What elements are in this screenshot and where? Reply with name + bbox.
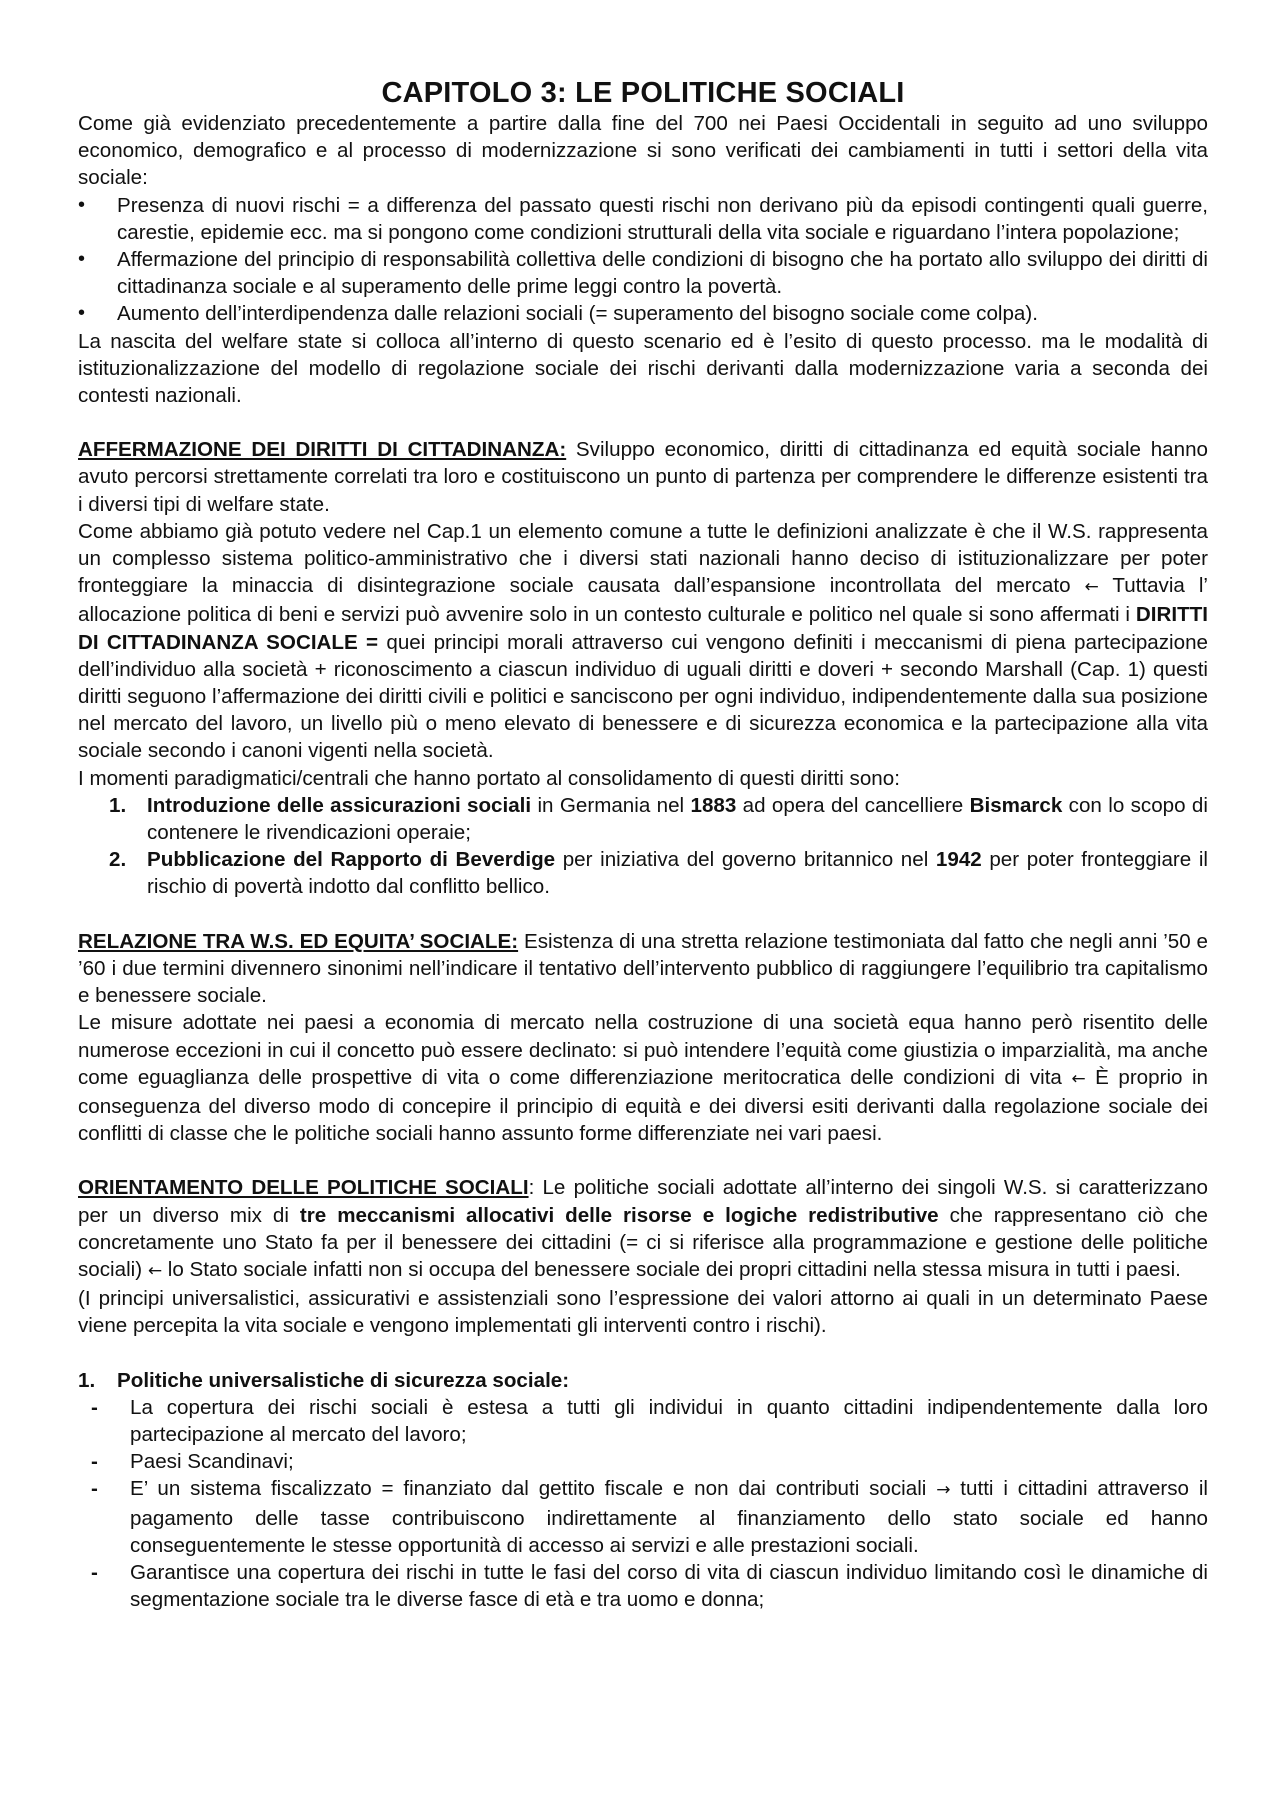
moments-intro: I momenti paradigmatici/centrali che hanno portato al consolidamento di questi diritti sono: <box>78 766 900 790</box>
numbered-item <box>78 846 1208 900</box>
body-text: in Germania nel <box>531 793 691 817</box>
section-orientamento-note: (I principi universalistici, assicurativi e assistenziali sono l’espressione dei valori attorno ai quali in un determinato Paese viene percepita la vita sociale e vengono implementati gli interventi contro i rischi). <box>78 1287 1208 1338</box>
bold-term: 1883 <box>690 793 737 817</box>
dash-item: - Paesi Scandinavi; <box>78 1448 1208 1475</box>
body-text: con lo scopo di contenere le rivendicazioni operaie; <box>147 793 1208 845</box>
bullet-item: • Aumento dell’interdipendenza dalle relazioni sociali (= superamento del bisogno sociale come colpa). <box>78 300 1208 327</box>
body-text: quei principi morali attraverso cui vengono definiti i meccanismi di piena partecipazione dell’individuo alla società + riconoscimento a ciascun individuo di uguali diritti e doveri + secondo Marshall (Cap. 1) questi diritti seguono l’affermazione dei diritti civili e politici e sanciscono per ogni individuo, indipendentemente dalla sua posizione nel mercato del lavoro, un livello più o meno elevato di benessere e di sicurezza economica e la partecipazione alla vita sociale secondo i canoni vigenti nella società. <box>78 630 1208 763</box>
universal-policy-dash-list <box>78 1394 1208 1614</box>
numbered-item <box>78 792 1208 846</box>
bold-term: Introduzione delle assicurazioni sociali <box>147 793 532 817</box>
body-text: È proprio in conseguenza del diverso modo di concepire il principio di equità e dei diversi esiti derivanti dalla regolazione sociale dei conflitti di classe che le politiche sociali hanno assunto forme differenziate nei vari paesi. <box>78 1065 1208 1146</box>
section-equita-body <box>78 1009 1208 1147</box>
body-text: tutti i cittadini attraverso il pagamento delle tasse contribuiscono indirettamente al finanziamento dello stato sociale ed hanno conseguentemente le stesse opportunità di accesso ai servizi e alle prestazioni sociali. <box>130 1477 1208 1557</box>
bullet-item: • Presenza di nuovi rischi = a differenza del passato questi rischi non derivano più da episodi contingenti quali guerre, carestie, epidemie ecc. ma si pongono come condizioni strutturali della vita sociale e riguardano l’intera popolazione; <box>78 192 1208 246</box>
dash-item: - Garantisce una copertura dei rischi in tutte le fasi del corso di vita di ciascun individuo limitando così le dinamiche di segmentazione sociale tra le diverse fasce di età e tra uomo e donna; <box>78 1559 1208 1613</box>
body-text: : Le politiche sociali adottate all’interno dei singoli W.S. si caratterizzano per un diverso mix di <box>78 1176 1208 1227</box>
section-lead-text: Esistenza di una stretta relazione testimoniata dal fatto che negli anni ’50 e ’60 i due termini divennero sinonimi nell’indicare il tentativo dell’intervento pubblico di raggiungere l’equilibrio tra capitalismo e benessere sociale. <box>78 929 1208 1008</box>
arrow-left-icon: ← <box>1084 577 1099 598</box>
bold-term: tre meccanismi allocativi delle risorse e logiche redistributive <box>299 1203 939 1227</box>
section-heading-orientamento: ORIENTAMENTO DELLE POLITICHE SOCIALI <box>78 1176 529 1200</box>
bold-term: 1942 <box>935 848 982 872</box>
item-number: 1. <box>109 793 127 817</box>
subsection-heading-universalistiche <box>78 1367 1208 1394</box>
paragraph-gap <box>78 1147 1208 1174</box>
section-equita-paragraph <box>78 928 1208 1010</box>
arrow-right-icon: → <box>936 1480 951 1501</box>
section-heading-equita: RELAZIONE TRA W.S. ED EQUITA’ SOCIALE: <box>78 929 519 953</box>
dash-item: - La copertura dei rischi sociali è estesa a tutti gli individui in quanto cittadini indipendentemente dalla loro partecipazione al mercato del lavoro; <box>78 1394 1208 1448</box>
subsection-title: Politiche universalistiche di sicurezza sociale: <box>117 1368 570 1392</box>
bullet-item: • Affermazione del principio di responsabilità collettiva delle condizioni di bisogno che ha portato allo sviluppo dei diritti di cittadinanza sociale e al superamento delle prime leggi contro la povertà. <box>78 246 1208 300</box>
risk-bullet-list <box>78 192 1208 328</box>
body-text: lo Stato sociale infatti non si occupa del benessere sociale dei propri cittadini nella stessa misura in tutti i paesi. <box>162 1257 1181 1281</box>
section-lead-text: Sviluppo economico, diritti di cittadinanza ed equità sociale hanno avuto percorsi strettamente correlati tra loro e costituiscono un punto di partenza per comprendere le differenze esistenti tra i diversi tipi di welfare state. <box>78 438 1208 516</box>
body-text: Come abbiamo già potuto vedere nel Cap.1 un elemento comune a tutte le definizioni analizzate è che il W.S. rappresenta un complesso sistema politico-amministrativo che i diversi stati nazionali hanno deciso di istituzionalizzare per poter fronteggiare la minaccia di disintegrazione sociale causata dall’espansione incontrollata del mercato <box>78 519 1208 598</box>
body-text: che rappresentano ciò che concretamente uno Stato fa per il benessere dei cittadini (= ci si riferisce alla programmazione e gestione delle politiche sociali) <box>78 1203 1208 1281</box>
body-text: per iniziativa del governo britannico nel <box>555 848 936 872</box>
page-title: CAPITOLO 3: LE POLITICHE SOCIALI <box>381 77 905 109</box>
bold-term: DIRITTI DI CITTADINANZA SOCIALE = <box>78 603 1208 654</box>
document-page <box>78 76 1208 1613</box>
body-text: ad opera del cancelliere <box>736 793 970 817</box>
body-text: per poter fronteggiare il rischio di povertà indotto dal conflitto bellico. <box>147 848 1208 899</box>
section-cittadinanza-paragraph <box>78 436 1208 518</box>
paragraph-gap <box>78 409 1208 436</box>
intro-closing-paragraph: La nascita del welfare state si colloca all’interno di questo scenario ed è l’esito di questo processo. ma le modalità di istituzionalizzazione del modello di regolazione sociale dei rischi derivanti dalla modernizzazione varia a seconda dei contesti nazionali. <box>78 329 1208 408</box>
body-text: Tuttavia l’ allocazione politica di beni e servizi può avvenire solo in un contesto culturale e politico nel quale si sono affermati i <box>78 574 1209 627</box>
section-cittadinanza-body <box>78 518 1208 765</box>
moments-numbered-list <box>78 792 1208 901</box>
section-orientamento-paragraph <box>78 1174 1208 1285</box>
bold-term: Pubblicazione del Rapporto di Beverdige <box>147 848 556 872</box>
paragraph-gap <box>78 1340 1208 1367</box>
arrow-left-icon: ← <box>147 1260 163 1281</box>
dash-item <box>78 1475 1208 1559</box>
paragraph-gap <box>78 901 1208 928</box>
subsection-number: 1. <box>78 1368 96 1392</box>
intro-paragraph: Come già evidenziato precedentemente a partire dalla fine del 700 nei Paesi Occidentali in seguito ad uno sviluppo economico, demografico e al processo di modernizzazione si sono verificati dei cambiamenti in tutti i settori della vita sociale: <box>78 112 1208 190</box>
bold-term: Bismarck <box>969 793 1063 817</box>
body-text: Le misure adottate nei paesi a economia di mercato nella costruzione di una società equa hanno però risentito delle numerose eccezioni in cui il concetto può essere declinato: si può intendere l’equità come giustizia o imparzialità, ma anche come eguaglianza delle prospettive di vita o come differenziazione meritocratica delle condizioni di vita <box>78 1011 1208 1089</box>
item-number: 2. <box>109 848 127 872</box>
arrow-left-icon: ← <box>1071 1068 1086 1089</box>
body-text: E’ un sistema fiscalizzato = finanziato dal gettito fiscale e non dai contributi sociali <box>130 1477 937 1501</box>
section-heading-cittadinanza: AFFERMAZIONE DEI DIRITTI DI CITTADINANZA: <box>78 438 567 462</box>
